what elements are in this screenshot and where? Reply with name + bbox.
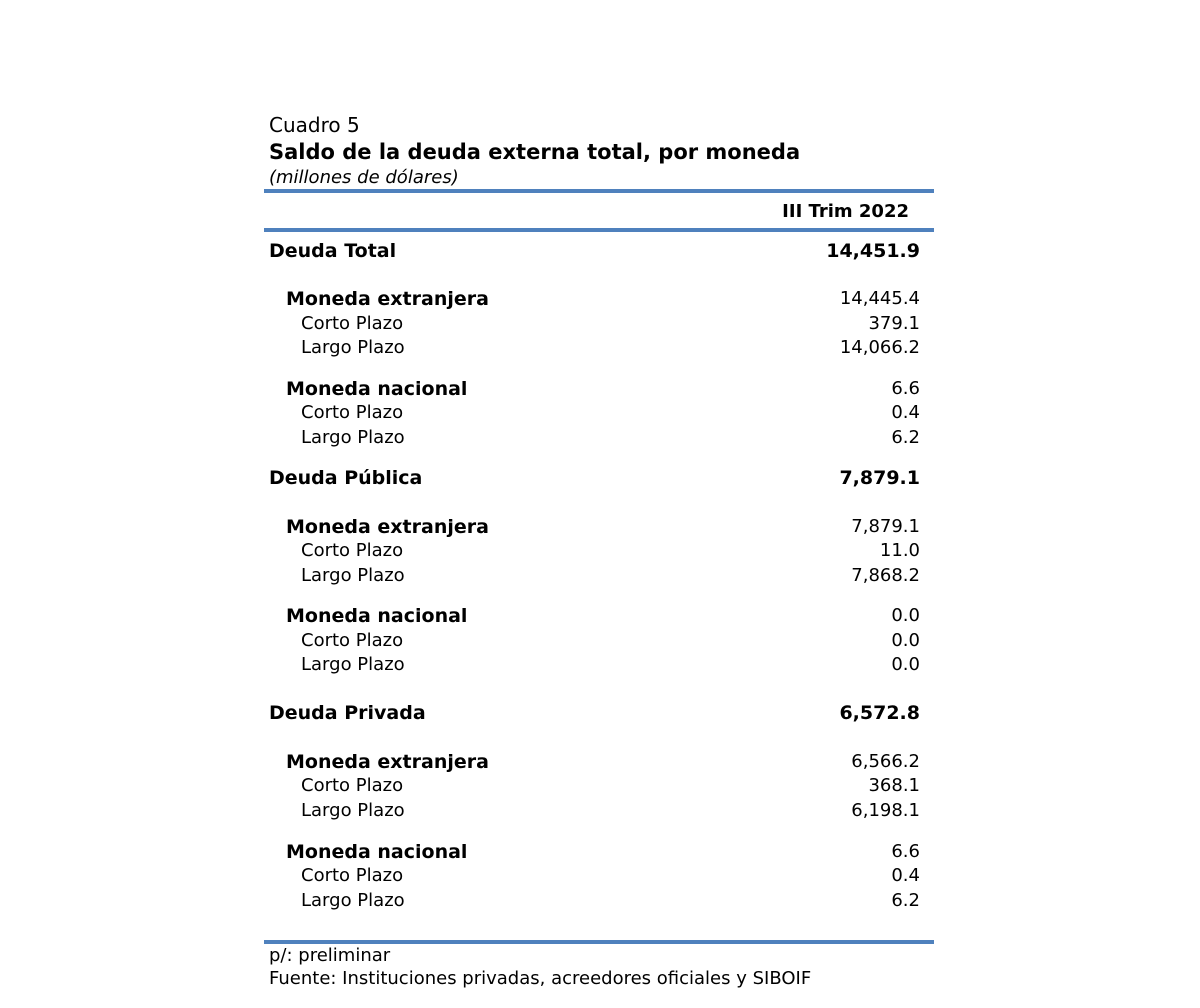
group-value: 6,566.2 <box>851 751 920 772</box>
group-row <box>0 605 1200 627</box>
footnote: p/: preliminar <box>269 945 391 966</box>
item-value: 6.2 <box>891 427 920 448</box>
item-row <box>0 800 1200 822</box>
item-row <box>0 565 1200 587</box>
section-label: Deuda Total <box>269 240 397 262</box>
section-value: 6,572.8 <box>839 702 920 724</box>
item-value: 0.0 <box>891 654 920 675</box>
section-row <box>0 702 1200 724</box>
item-row <box>0 540 1200 562</box>
item-value: 11.0 <box>879 540 920 561</box>
bottom-rule <box>264 940 934 944</box>
source-note: Fuente: Instituciones privadas, acreedores oficiales y SIBOIF <box>269 968 812 989</box>
section-row <box>0 467 1200 489</box>
item-value: 0.4 <box>891 865 920 886</box>
item-label: Largo Plazo <box>301 565 405 586</box>
section-value: 14,451.9 <box>826 240 920 262</box>
top-rule <box>264 189 934 193</box>
group-label: Moneda extranjera <box>286 751 489 773</box>
item-label: Corto Plazo <box>301 402 404 423</box>
group-value: 6.6 <box>891 378 920 399</box>
table-number: Cuadro 5 <box>269 113 360 137</box>
section-label: Deuda Pública <box>269 467 423 489</box>
item-label: Corto Plazo <box>301 775 404 796</box>
group-label: Moneda extranjera <box>286 288 489 310</box>
group-label: Moneda nacional <box>286 841 468 863</box>
group-row <box>0 751 1200 773</box>
item-value: 368.1 <box>868 775 920 796</box>
item-row <box>0 427 1200 449</box>
column-header: III Trim 2022 <box>782 201 909 222</box>
group-value: 7,879.1 <box>851 516 920 537</box>
group-value: 14,445.4 <box>839 288 920 309</box>
group-label: Moneda nacional <box>286 605 468 627</box>
section-value: 7,879.1 <box>839 467 920 489</box>
item-value: 7,868.2 <box>851 565 920 586</box>
item-row <box>0 402 1200 424</box>
group-row <box>0 378 1200 400</box>
item-value: 0.0 <box>891 630 920 651</box>
group-row <box>0 516 1200 538</box>
group-label: Moneda extranjera <box>286 516 489 538</box>
item-row <box>0 775 1200 797</box>
item-row <box>0 890 1200 912</box>
item-label: Corto Plazo <box>301 630 404 651</box>
item-value: 14,066.2 <box>839 337 920 358</box>
item-value: 6.2 <box>891 890 920 911</box>
table-units: (millones de dólares) <box>269 167 459 188</box>
item-label: Largo Plazo <box>301 654 405 675</box>
item-label: Largo Plazo <box>301 890 405 911</box>
item-row <box>0 313 1200 335</box>
item-value: 379.1 <box>868 313 920 334</box>
item-label: Largo Plazo <box>301 427 405 448</box>
table-title: Saldo de la deuda externa total, por moneda <box>269 140 801 164</box>
item-value: 6,198.1 <box>851 800 920 821</box>
item-label: Largo Plazo <box>301 800 405 821</box>
group-value: 6.6 <box>891 841 920 862</box>
section-row <box>0 240 1200 262</box>
item-row <box>0 337 1200 359</box>
group-label: Moneda nacional <box>286 378 468 400</box>
item-label: Corto Plazo <box>301 540 404 561</box>
item-row <box>0 654 1200 676</box>
group-row <box>0 288 1200 310</box>
item-label: Largo Plazo <box>301 337 405 358</box>
item-label: Corto Plazo <box>301 865 404 886</box>
section-label: Deuda Privada <box>269 702 426 724</box>
item-label: Corto Plazo <box>301 313 404 334</box>
item-value: 0.4 <box>891 402 920 423</box>
group-row <box>0 841 1200 863</box>
group-value: 0.0 <box>891 605 920 626</box>
item-row <box>0 865 1200 887</box>
header-rule <box>264 228 934 232</box>
item-row <box>0 630 1200 652</box>
